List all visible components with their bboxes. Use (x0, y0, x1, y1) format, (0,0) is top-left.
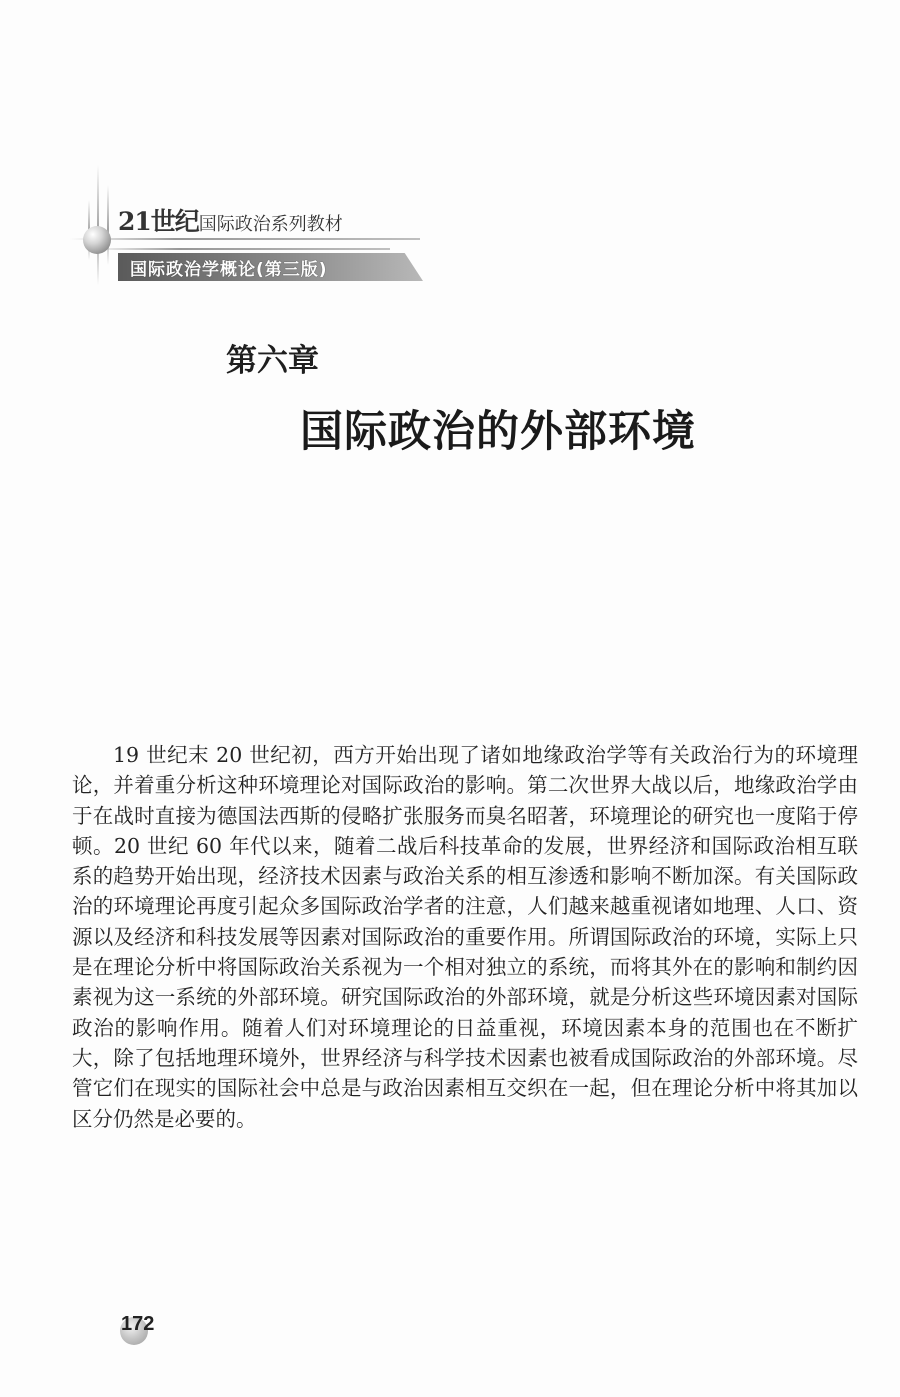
header-decor-line (107, 185, 109, 265)
chapter-number: 第六章 (226, 343, 319, 379)
chapter-title: 国际政治的外部环境 (300, 407, 696, 457)
series-name-century: 21世纪 (118, 207, 199, 236)
book-title: 国际政治学概论(第三版) (130, 260, 328, 280)
page-number: 172 (121, 1313, 155, 1335)
header-decor-line (90, 248, 390, 250)
intro-paragraph: 19 世纪末 20 世纪初，西方开始出现了诸如地缘政治学等有关政治行为的环境理论，并着重分析这种环境理论对国际政治的影响。第二次世界大战以后，地缘政治学由于在战时直接为德国法西斯的侵略扩张服务而臭名昭著，环境理论的研究也一度陷于停顿。20 世纪 60 年代以来，随着二战后科技革命的发展，世界经济和国际政治相互联系的趋势开始出现，经济技术因素与政治关系的相互渗透和影响不断加深。有关国际政治的环境理论再度引起众多国际政治学者的注意，人们越来越重视诸如地理、人口、资源以及经济和科技发展等因素对国际政治的重要作用。所谓国际政治的环境，实际上只是在理论分析中将国际政治关系视为一个相对独立的系统，而将其外在的影响和制约因素视为这一系统的外部环境。研究国际政治的外部环境，就是分析这些环境因素对国际政治的影响作用。随着人们对环境理论的日益重视，环境因素本身的范围也在不断扩大，除了包括地理环境外，世界经济与科学技术因素也被看成国际政治的外部环境。尽管它们在现实的国际社会中总是与政治因素相互交织在一起，但在理论分析中将其加以区分仍然是必要的。 (72, 743, 858, 1131)
header-decor-line (70, 238, 420, 240)
series-name-text: 国际政治系列教材 (198, 214, 343, 235)
series-name (118, 202, 343, 238)
header-sphere-icon (83, 226, 111, 254)
header-decor-line (97, 165, 99, 285)
